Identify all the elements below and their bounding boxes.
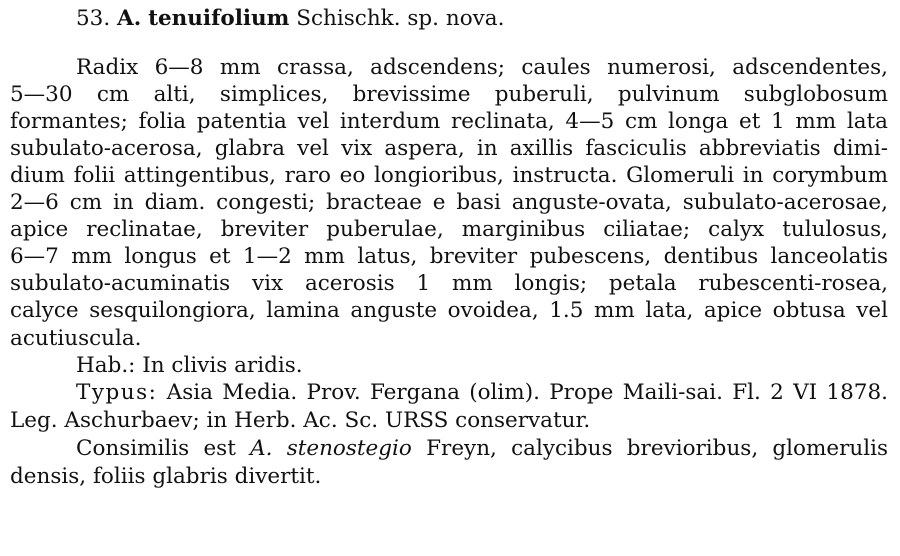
description-line: 5—30 cm alti, simplices, brevissime puberuli, pulvinum subglobosum: [10, 82, 888, 107]
description-line: 6—7 mm longus et 1—2 mm latus, breviter pubescens, dentibus lanceolatis: [10, 244, 888, 269]
description-line: subulato-acuminatis vix acerosis 1 mm longis; petala rubescenti-rosea,: [10, 271, 888, 296]
description-line: 2—6 cm in diam. congesti; bracteae e basi anguste-ovata, subulato-acerosae,: [10, 190, 888, 215]
consimilis-line: densis, foliis glabris divertit.: [10, 464, 322, 489]
typus-line: [76, 380, 888, 406]
species-author: Schischk. sp. nova.: [296, 6, 505, 31]
species-genus: A.: [117, 6, 142, 31]
description-line: acutiuscula.: [10, 326, 142, 351]
description-line: calyce sesquilongiora, lamina anguste ovoidea, 1.5 mm lata, apice obtusa vel: [10, 298, 888, 323]
consimilis-species: A. stenostegio: [250, 436, 412, 461]
typus-label: Typus:: [76, 380, 158, 405]
description-line: subulato-acerosa, glabra vel vix aspera, in axillis fasciculis abbreviatis dimi-: [10, 136, 888, 161]
consimilis-text: Freyn, calycibus brevioribus, glomerulis: [426, 436, 888, 461]
description-line: formantes; folia patentia vel interdum reclinata, 4—5 cm longa et 1 mm lata: [10, 109, 888, 134]
habitat-line: Hab.: In clivis aridis.: [76, 353, 303, 378]
species-number: 53.: [76, 6, 111, 31]
typus-line: Leg. Aschurbaev; in Herb. Ac. Sc. URSS conservatur.: [10, 408, 591, 433]
description-line: apice reclinatae, breviter puberulae, marginibus ciliatae; calyx tululosus,: [10, 217, 888, 242]
consimilis-line: [76, 436, 888, 462]
description-line: dium folii attingentibus, raro eo longioribus, instructa. Glomeruli in corymbum: [10, 163, 888, 188]
description-line: Radix 6—8 mm crassa, adscendens; caules numerosi, adscendentes,: [76, 55, 888, 80]
consimilis-prefix: Consimilis est: [76, 436, 236, 461]
species-heading: [76, 6, 504, 32]
typus-text: Asia Media. Prov. Fergana (olim). Prope Maili-sai. Fl. 2 VI 1878.: [166, 380, 888, 405]
species-epithet: tenuifolium: [148, 6, 290, 31]
